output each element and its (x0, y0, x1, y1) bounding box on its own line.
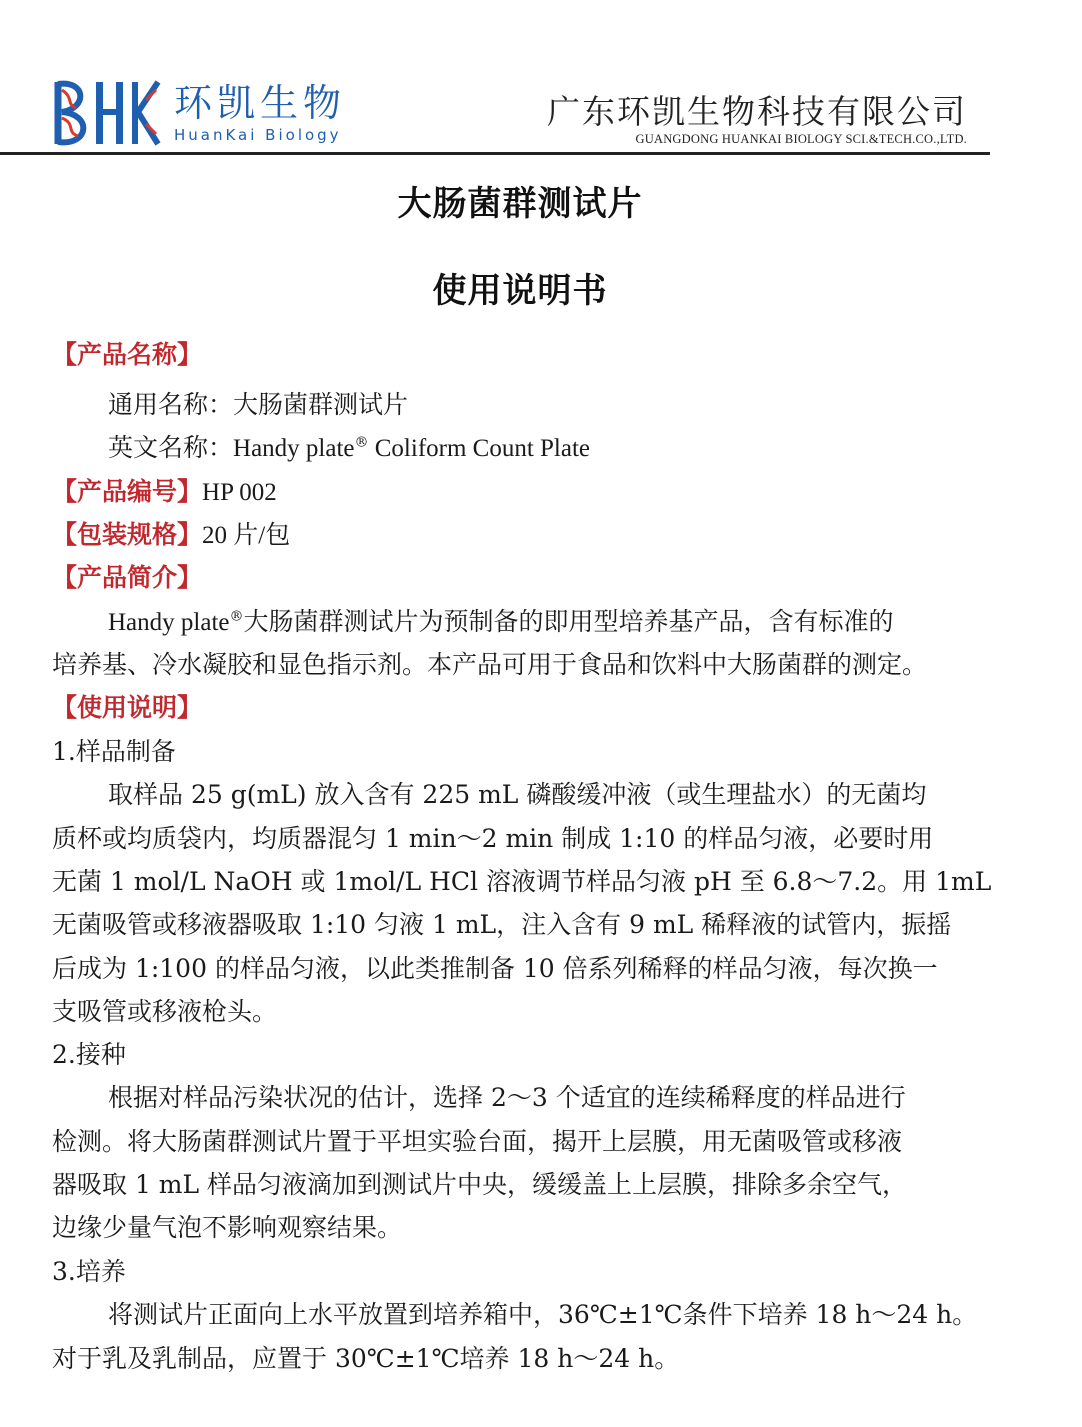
generic-name-row (108, 390, 408, 420)
product-code-row (52, 477, 277, 508)
logo-english-name: HuanKai Biology (174, 126, 342, 144)
company-name-cn: 广东环凯生物科技有限公司 (547, 92, 967, 131)
step-1-title: 1.样品制备 (52, 737, 176, 766)
intro-line-1 (108, 607, 894, 638)
package-row (52, 520, 290, 551)
step-1-line: 质杯或均质袋内，均质器混匀 1 min～2 min 制成 1:10 的样品匀液，必要时用 (52, 824, 934, 853)
step-1-line: 后成为 1:100 的样品匀液，以此类推制备 10 倍系列稀释的样品匀液，每次换一 (52, 954, 938, 983)
intro-brand: Handy plate (108, 609, 230, 636)
company-name-en: GUANGDONG HUANKAI BIOLOGY SCI.&TECH.CO.,LTD. (635, 132, 967, 146)
section-heading-usage: 【使用说明】 (52, 693, 203, 722)
english-name-row (108, 433, 590, 464)
registered-mark: ® (354, 434, 369, 451)
company-logo (52, 78, 346, 148)
hk-logo-icon (52, 78, 162, 148)
header-divider (0, 152, 990, 155)
intro-line-2: 培养基、冷水凝胶和显色指示剂。本产品可用于食品和饮料中大肠菌群的测定。 (52, 650, 928, 679)
step-1-line: 无菌吸管或移液器吸取 1:10 匀液 1 mL，注入含有 9 mL 稀释液的试管内，振摇 (52, 910, 952, 939)
step-2-line: 器吸取 1 mL 样品匀液滴加到测试片中央，缓缓盖上上层膜，排除多余空气， (52, 1170, 908, 1199)
intro-registered-mark: ® (229, 608, 244, 625)
section-heading-product-code: 【产品编号】 (52, 477, 203, 506)
product-code-value: HP 002 (202, 479, 277, 506)
step-3-line: 对于乳及乳制品，应置于 30℃±1℃培养 18 h～24 h。 (52, 1344, 680, 1373)
document-title: 大肠菌群测试片 (397, 184, 643, 224)
step-3-title: 3.培养 (52, 1257, 126, 1286)
page-header (0, 0, 1082, 160)
step-2-line: 检测。将大肠菌群测试片置于平坦实验台面，揭开上层膜，用无菌吸管或移液 (52, 1127, 903, 1156)
section-heading-intro: 【产品简介】 (52, 563, 203, 592)
step-1-line: 无菌 1 mol/L NaOH 或 1mol/L HCl 溶液调节样品匀液 pH 至 6.8～7.2。用 1mL (52, 867, 992, 896)
step-1-line: 取样品 25 g(mL) 放入含有 225 mL 磷酸缓冲液（或生理盐水）的无菌均 (108, 780, 927, 809)
document-subtitle: 使用说明书 (432, 271, 608, 311)
package-value: 20 片/包 (202, 522, 291, 549)
step-2-line: 边缘少量气泡不影响观察结果。 (52, 1213, 403, 1242)
english-name-rest: Coliform Count Plate (368, 435, 591, 462)
generic-name-label: 通用名称： (108, 390, 234, 419)
intro-text: 大肠菌群测试片为预制备的即用型培养基产品，含有标准的 (243, 607, 894, 636)
step-1-line: 支吸管或移液枪头。 (52, 997, 278, 1026)
step-2-title: 2.接种 (52, 1040, 126, 1069)
step-3-line: 将测试片正面向上水平放置到培养箱中，36℃±1℃条件下培养 18 h～24 h。 (108, 1300, 978, 1329)
english-name-brand: Handy plate (233, 435, 355, 462)
english-name-label: 英文名称： (108, 433, 234, 462)
generic-name-value: 大肠菌群测试片 (233, 390, 409, 419)
section-heading-product-name: 【产品名称】 (52, 340, 203, 369)
step-2-line: 根据对样品污染状况的估计，选择 2～3 个适宜的连续稀释度的样品进行 (108, 1083, 906, 1112)
section-heading-package: 【包装规格】 (52, 520, 203, 549)
logo-chinese-name: 环凯生物 (174, 81, 347, 125)
